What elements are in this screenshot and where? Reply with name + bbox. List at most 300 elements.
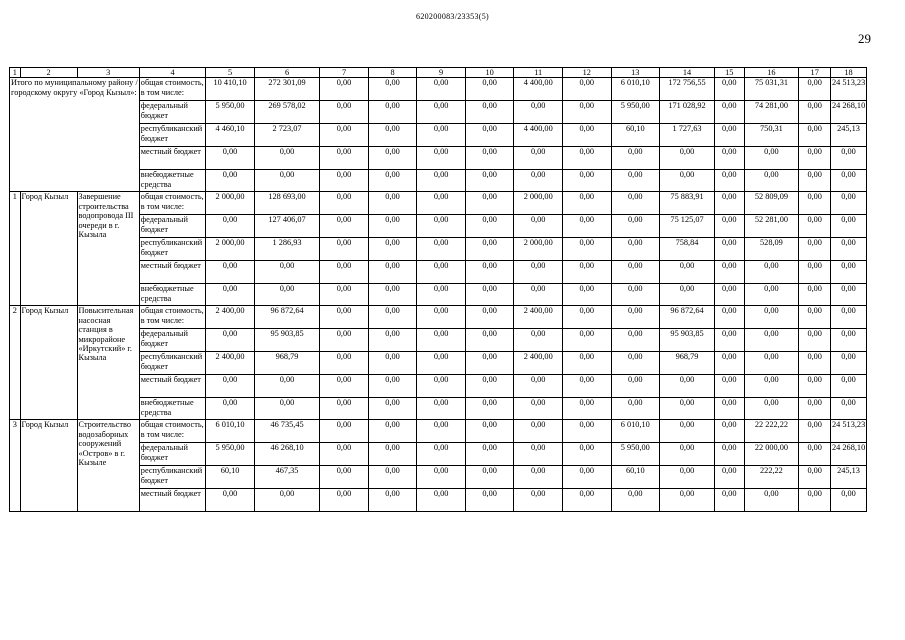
value-cell: 0,00 xyxy=(465,352,514,375)
value-cell: 0,00 xyxy=(831,306,867,329)
value-cell: 0,00 xyxy=(831,261,867,284)
value-cell: 0,00 xyxy=(562,284,611,306)
value-cell: 0,00 xyxy=(417,420,466,443)
value-cell: 0,00 xyxy=(206,398,255,420)
value-cell: 128 693,00 xyxy=(254,192,319,215)
value-cell: 0,00 xyxy=(368,375,417,398)
value-cell: 0,00 xyxy=(417,375,466,398)
column-number: 17 xyxy=(799,68,831,78)
value-cell: 0,00 xyxy=(465,489,514,512)
value-cell: 0,00 xyxy=(320,443,369,466)
value-cell: 0,00 xyxy=(744,398,799,420)
value-cell: 0,00 xyxy=(831,238,867,261)
value-cell: 0,00 xyxy=(660,284,715,306)
value-cell: 0,00 xyxy=(465,101,514,124)
value-cell: 0,00 xyxy=(514,284,563,306)
object-name: Завершение строительства водопровода III очереди в г. Кызыла xyxy=(77,192,139,306)
value-cell: 0,00 xyxy=(417,306,466,329)
value-cell: 0,00 xyxy=(417,398,466,420)
value-cell: 0,00 xyxy=(562,170,611,192)
value-cell: 2 000,00 xyxy=(206,238,255,261)
value-cell: 5 950,00 xyxy=(611,443,660,466)
value-cell: 0,00 xyxy=(799,352,831,375)
value-cell: 0,00 xyxy=(562,352,611,375)
funding-source: республиканский бюджет xyxy=(139,238,205,261)
value-cell: 0,00 xyxy=(320,147,369,170)
value-cell: 0,00 xyxy=(799,375,831,398)
value-cell: 60,10 xyxy=(611,466,660,489)
value-cell: 0,00 xyxy=(611,352,660,375)
value-cell: 0,00 xyxy=(320,398,369,420)
value-cell: 0,00 xyxy=(465,375,514,398)
value-cell: 0,00 xyxy=(714,420,744,443)
value-cell: 96 872,64 xyxy=(254,306,319,329)
value-cell: 0,00 xyxy=(611,306,660,329)
value-cell: 60,10 xyxy=(611,124,660,147)
value-cell: 0,00 xyxy=(417,489,466,512)
value-cell: 0,00 xyxy=(714,170,744,192)
value-cell: 0,00 xyxy=(660,466,715,489)
value-cell: 0,00 xyxy=(714,192,744,215)
value-cell: 0,00 xyxy=(660,398,715,420)
value-cell: 2 000,00 xyxy=(514,238,563,261)
value-cell: 0,00 xyxy=(368,78,417,101)
value-cell: 0,00 xyxy=(660,375,715,398)
row-number: 3 xyxy=(10,420,21,512)
value-cell: 0,00 xyxy=(368,420,417,443)
column-number: 9 xyxy=(417,68,466,78)
value-cell: 0,00 xyxy=(514,489,563,512)
municipality: Город Кызыл xyxy=(20,192,77,306)
value-cell: 0,00 xyxy=(714,147,744,170)
value-cell: 0,00 xyxy=(744,284,799,306)
column-number: 15 xyxy=(714,68,744,78)
column-number: 6 xyxy=(254,68,319,78)
value-cell: 968,79 xyxy=(660,352,715,375)
value-cell: 0,00 xyxy=(206,215,255,238)
value-cell: 0,00 xyxy=(799,466,831,489)
value-cell: 46 735,45 xyxy=(254,420,319,443)
value-cell: 5 950,00 xyxy=(206,101,255,124)
value-cell: 0,00 xyxy=(831,170,867,192)
value-cell: 467,35 xyxy=(254,466,319,489)
value-cell: 0,00 xyxy=(799,443,831,466)
value-cell: 0,00 xyxy=(514,466,563,489)
value-cell: 0,00 xyxy=(465,192,514,215)
value-cell: 0,00 xyxy=(562,489,611,512)
value-cell: 0,00 xyxy=(254,375,319,398)
value-cell: 0,00 xyxy=(206,375,255,398)
value-cell: 0,00 xyxy=(417,124,466,147)
value-cell: 0,00 xyxy=(417,443,466,466)
column-number: 1 xyxy=(10,68,21,78)
value-cell: 0,00 xyxy=(320,238,369,261)
value-cell: 0,00 xyxy=(562,238,611,261)
value-cell: 0,00 xyxy=(799,398,831,420)
value-cell: 0,00 xyxy=(611,284,660,306)
header-row xyxy=(10,68,867,78)
object-name: Повысительная насосная станция в микрорайоне «Иркутский» г. Кызыла xyxy=(77,306,139,420)
value-cell: 0,00 xyxy=(714,124,744,147)
value-cell: 75 125,07 xyxy=(660,215,715,238)
value-cell: 0,00 xyxy=(799,489,831,512)
value-cell: 0,00 xyxy=(514,420,563,443)
value-cell: 24 513,23 xyxy=(831,420,867,443)
value-cell: 0,00 xyxy=(465,78,514,101)
funding-source: местный бюджет xyxy=(139,375,205,398)
value-cell: 0,00 xyxy=(744,170,799,192)
value-cell: 95 903,85 xyxy=(254,329,319,352)
value-cell: 0,00 xyxy=(799,170,831,192)
value-cell: 0,00 xyxy=(660,420,715,443)
value-cell: 0,00 xyxy=(744,489,799,512)
value-cell: 0,00 xyxy=(320,466,369,489)
value-cell: 0,00 xyxy=(368,284,417,306)
object-name: Строительство водозаборных сооружений «Остров» в г. Кызыле xyxy=(77,420,139,512)
value-cell: 0,00 xyxy=(611,329,660,352)
value-cell: 6 010,10 xyxy=(611,78,660,101)
value-cell: 0,00 xyxy=(714,215,744,238)
funding-source: республиканский бюджет xyxy=(139,124,205,147)
value-cell: 0,00 xyxy=(611,489,660,512)
value-cell: 0,00 xyxy=(714,443,744,466)
value-cell: 0,00 xyxy=(611,261,660,284)
funding-source: общая стоимость, в том числе: xyxy=(139,420,205,443)
value-cell: 0,00 xyxy=(206,261,255,284)
value-cell: 0,00 xyxy=(744,375,799,398)
value-cell: 0,00 xyxy=(320,420,369,443)
value-cell: 22 222,22 xyxy=(744,420,799,443)
value-cell: 0,00 xyxy=(799,78,831,101)
value-cell: 0,00 xyxy=(465,170,514,192)
value-cell: 0,00 xyxy=(514,101,563,124)
value-cell: 0,00 xyxy=(254,147,319,170)
municipality: Город Кызыл xyxy=(20,420,77,512)
value-cell: 0,00 xyxy=(611,398,660,420)
value-cell: 0,00 xyxy=(465,124,514,147)
value-cell: 0,00 xyxy=(465,284,514,306)
value-cell: 0,00 xyxy=(368,170,417,192)
value-cell: 0,00 xyxy=(254,170,319,192)
value-cell: 0,00 xyxy=(562,101,611,124)
value-cell: 6 010,10 xyxy=(611,420,660,443)
value-cell: 2 400,00 xyxy=(206,306,255,329)
value-cell: 4 460,10 xyxy=(206,124,255,147)
value-cell: 0,00 xyxy=(465,238,514,261)
value-cell: 0,00 xyxy=(368,261,417,284)
value-cell: 0,00 xyxy=(831,375,867,398)
value-cell: 0,00 xyxy=(611,215,660,238)
value-cell: 95 903,85 xyxy=(660,329,715,352)
funding-source: внебюджетные средства xyxy=(139,398,205,420)
value-cell: 0,00 xyxy=(368,489,417,512)
value-cell: 0,00 xyxy=(417,215,466,238)
value-cell: 0,00 xyxy=(320,78,369,101)
value-cell: 0,00 xyxy=(562,420,611,443)
funding-source: внебюджетные средства xyxy=(139,284,205,306)
value-cell: 0,00 xyxy=(714,101,744,124)
value-cell: 75 031,31 xyxy=(744,78,799,101)
value-cell: 0,00 xyxy=(320,101,369,124)
funding-source: республиканский бюджет xyxy=(139,466,205,489)
value-cell: 172 756,55 xyxy=(660,78,715,101)
funding-source: внебюджетные средства xyxy=(139,170,205,192)
value-cell: 758,84 xyxy=(660,238,715,261)
value-cell: 127 406,07 xyxy=(254,215,319,238)
value-cell: 0,00 xyxy=(320,329,369,352)
value-cell: 75 883,91 xyxy=(660,192,715,215)
value-cell: 0,00 xyxy=(562,375,611,398)
value-cell: 0,00 xyxy=(320,375,369,398)
value-cell: 2 400,00 xyxy=(206,352,255,375)
funding-source: местный бюджет xyxy=(139,147,205,170)
value-cell: 0,00 xyxy=(660,170,715,192)
value-cell: 2 400,00 xyxy=(514,306,563,329)
page-number: 29 xyxy=(858,31,871,46)
value-cell: 0,00 xyxy=(744,352,799,375)
value-cell: 0,00 xyxy=(368,398,417,420)
value-cell: 0,00 xyxy=(206,489,255,512)
value-cell: 0,00 xyxy=(320,124,369,147)
value-cell: 0,00 xyxy=(744,261,799,284)
value-cell: 0,00 xyxy=(206,170,255,192)
column-number: 5 xyxy=(206,68,255,78)
table-row xyxy=(10,78,867,101)
value-cell: 0,00 xyxy=(611,375,660,398)
value-cell: 74 281,00 xyxy=(744,101,799,124)
row-number: 2 xyxy=(10,306,21,420)
municipality: Город Кызыл xyxy=(20,306,77,420)
value-cell: 0,00 xyxy=(368,352,417,375)
value-cell: 0,00 xyxy=(368,124,417,147)
value-cell: 0,00 xyxy=(611,238,660,261)
value-cell: 0,00 xyxy=(368,306,417,329)
table-row xyxy=(10,306,867,329)
value-cell: 0,00 xyxy=(417,101,466,124)
value-cell: 0,00 xyxy=(714,466,744,489)
value-cell: 2 000,00 xyxy=(514,192,563,215)
value-cell: 222,22 xyxy=(744,466,799,489)
value-cell: 6 010,10 xyxy=(206,420,255,443)
value-cell: 0,00 xyxy=(831,489,867,512)
value-cell: 0,00 xyxy=(562,261,611,284)
value-cell: 0,00 xyxy=(417,192,466,215)
value-cell: 2 400,00 xyxy=(514,352,563,375)
funding-source: местный бюджет xyxy=(139,489,205,512)
value-cell: 0,00 xyxy=(714,261,744,284)
value-cell: 0,00 xyxy=(799,101,831,124)
value-cell: 0,00 xyxy=(514,170,563,192)
value-cell: 0,00 xyxy=(514,261,563,284)
value-cell: 0,00 xyxy=(799,215,831,238)
value-cell: 0,00 xyxy=(562,192,611,215)
column-number: 16 xyxy=(744,68,799,78)
value-cell: 269 578,02 xyxy=(254,101,319,124)
value-cell: 0,00 xyxy=(206,284,255,306)
value-cell: 0,00 xyxy=(206,147,255,170)
value-cell: 0,00 xyxy=(465,420,514,443)
value-cell: 0,00 xyxy=(206,329,255,352)
value-cell: 0,00 xyxy=(465,443,514,466)
value-cell: 0,00 xyxy=(254,398,319,420)
value-cell: 52 281,00 xyxy=(744,215,799,238)
column-number: 10 xyxy=(465,68,514,78)
column-number: 2 xyxy=(20,68,77,78)
column-number: 12 xyxy=(562,68,611,78)
funding-source: республиканский бюджет xyxy=(139,352,205,375)
value-cell: 0,00 xyxy=(417,78,466,101)
value-cell: 0,00 xyxy=(611,147,660,170)
column-number: 3 xyxy=(77,68,139,78)
value-cell: 0,00 xyxy=(562,306,611,329)
value-cell: 0,00 xyxy=(799,420,831,443)
value-cell: 0,00 xyxy=(562,466,611,489)
value-cell: 0,00 xyxy=(799,124,831,147)
value-cell: 0,00 xyxy=(562,329,611,352)
value-cell: 0,00 xyxy=(368,329,417,352)
funding-source: общая стоимость, в том числе: xyxy=(139,306,205,329)
value-cell: 0,00 xyxy=(799,261,831,284)
value-cell: 0,00 xyxy=(799,284,831,306)
value-cell: 0,00 xyxy=(417,261,466,284)
value-cell: 0,00 xyxy=(714,78,744,101)
value-cell: 10 410,10 xyxy=(206,78,255,101)
value-cell: 0,00 xyxy=(660,261,715,284)
value-cell: 0,00 xyxy=(714,329,744,352)
value-cell: 0,00 xyxy=(417,466,466,489)
value-cell: 0,00 xyxy=(254,284,319,306)
funding-source: федеральный бюджет xyxy=(139,329,205,352)
value-cell: 0,00 xyxy=(562,215,611,238)
value-cell: 0,00 xyxy=(799,192,831,215)
value-cell: 528,09 xyxy=(744,238,799,261)
value-cell: 245,13 xyxy=(831,466,867,489)
value-cell: 0,00 xyxy=(417,329,466,352)
value-cell: 5 950,00 xyxy=(611,101,660,124)
value-cell: 52 809,09 xyxy=(744,192,799,215)
column-number: 11 xyxy=(514,68,563,78)
value-cell: 22 000,00 xyxy=(744,443,799,466)
value-cell: 0,00 xyxy=(831,284,867,306)
value-cell: 0,00 xyxy=(562,147,611,170)
value-cell: 0,00 xyxy=(465,261,514,284)
value-cell: 0,00 xyxy=(660,489,715,512)
value-cell: 1 727,63 xyxy=(660,124,715,147)
value-cell: 46 268,10 xyxy=(254,443,319,466)
value-cell: 0,00 xyxy=(660,147,715,170)
value-cell: 0,00 xyxy=(417,147,466,170)
value-cell: 0,00 xyxy=(417,238,466,261)
table-row xyxy=(10,192,867,215)
value-cell: 0,00 xyxy=(320,261,369,284)
column-number: 14 xyxy=(660,68,715,78)
value-cell: 24 268,10 xyxy=(831,101,867,124)
value-cell: 0,00 xyxy=(368,147,417,170)
value-cell: 4 400,00 xyxy=(514,124,563,147)
document-id: 620200083/23353(5) xyxy=(416,12,489,21)
value-cell: 0,00 xyxy=(320,215,369,238)
value-cell: 0,00 xyxy=(320,284,369,306)
value-cell: 0,00 xyxy=(465,306,514,329)
funding-source: местный бюджет xyxy=(139,261,205,284)
value-cell: 0,00 xyxy=(254,489,319,512)
value-cell: 96 872,64 xyxy=(660,306,715,329)
value-cell: 171 028,92 xyxy=(660,101,715,124)
value-cell: 0,00 xyxy=(514,215,563,238)
value-cell: 0,00 xyxy=(611,170,660,192)
value-cell: 0,00 xyxy=(514,147,563,170)
value-cell: 0,00 xyxy=(368,466,417,489)
value-cell: 0,00 xyxy=(714,352,744,375)
value-cell: 5 950,00 xyxy=(206,443,255,466)
value-cell: 272 301,09 xyxy=(254,78,319,101)
value-cell: 0,00 xyxy=(611,192,660,215)
value-cell: 0,00 xyxy=(417,284,466,306)
value-cell: 1 286,93 xyxy=(254,238,319,261)
column-number: 4 xyxy=(139,68,205,78)
value-cell: 0,00 xyxy=(417,352,466,375)
funding-source: федеральный бюджет xyxy=(139,215,205,238)
value-cell: 0,00 xyxy=(465,466,514,489)
column-number: 18 xyxy=(831,68,867,78)
value-cell: 0,00 xyxy=(714,489,744,512)
value-cell: 0,00 xyxy=(465,147,514,170)
value-cell: 0,00 xyxy=(417,170,466,192)
value-cell: 0,00 xyxy=(831,192,867,215)
funding-source: федеральный бюджет xyxy=(139,101,205,124)
column-number: 8 xyxy=(368,68,417,78)
value-cell: 0,00 xyxy=(831,329,867,352)
column-number: 7 xyxy=(320,68,369,78)
value-cell: 0,00 xyxy=(799,238,831,261)
group-total-label: Итого по муниципальному району / городскому округу «Город Кызыл»: xyxy=(10,78,140,192)
value-cell: 0,00 xyxy=(799,147,831,170)
value-cell: 0,00 xyxy=(514,375,563,398)
value-cell: 0,00 xyxy=(714,306,744,329)
value-cell: 0,00 xyxy=(744,329,799,352)
value-cell: 0,00 xyxy=(465,329,514,352)
value-cell: 0,00 xyxy=(368,192,417,215)
value-cell: 968,79 xyxy=(254,352,319,375)
value-cell: 0,00 xyxy=(744,306,799,329)
budget-table xyxy=(9,67,867,512)
value-cell: 0,00 xyxy=(562,124,611,147)
table-row xyxy=(10,420,867,443)
value-cell: 750,31 xyxy=(744,124,799,147)
value-cell: 0,00 xyxy=(831,398,867,420)
value-cell: 0,00 xyxy=(714,375,744,398)
value-cell: 0,00 xyxy=(465,398,514,420)
value-cell: 0,00 xyxy=(562,398,611,420)
value-cell: 0,00 xyxy=(254,261,319,284)
value-cell: 0,00 xyxy=(368,101,417,124)
value-cell: 0,00 xyxy=(320,192,369,215)
column-number: 13 xyxy=(611,68,660,78)
value-cell: 24 513,23 xyxy=(831,78,867,101)
value-cell: 60,10 xyxy=(206,466,255,489)
value-cell: 0,00 xyxy=(744,147,799,170)
value-cell: 0,00 xyxy=(320,306,369,329)
value-cell: 0,00 xyxy=(320,352,369,375)
value-cell: 0,00 xyxy=(320,489,369,512)
value-cell: 0,00 xyxy=(514,398,563,420)
value-cell: 0,00 xyxy=(831,147,867,170)
value-cell: 245,13 xyxy=(831,124,867,147)
value-cell: 0,00 xyxy=(799,306,831,329)
value-cell: 2 723,07 xyxy=(254,124,319,147)
value-cell: 0,00 xyxy=(714,398,744,420)
value-cell: 0,00 xyxy=(514,443,563,466)
